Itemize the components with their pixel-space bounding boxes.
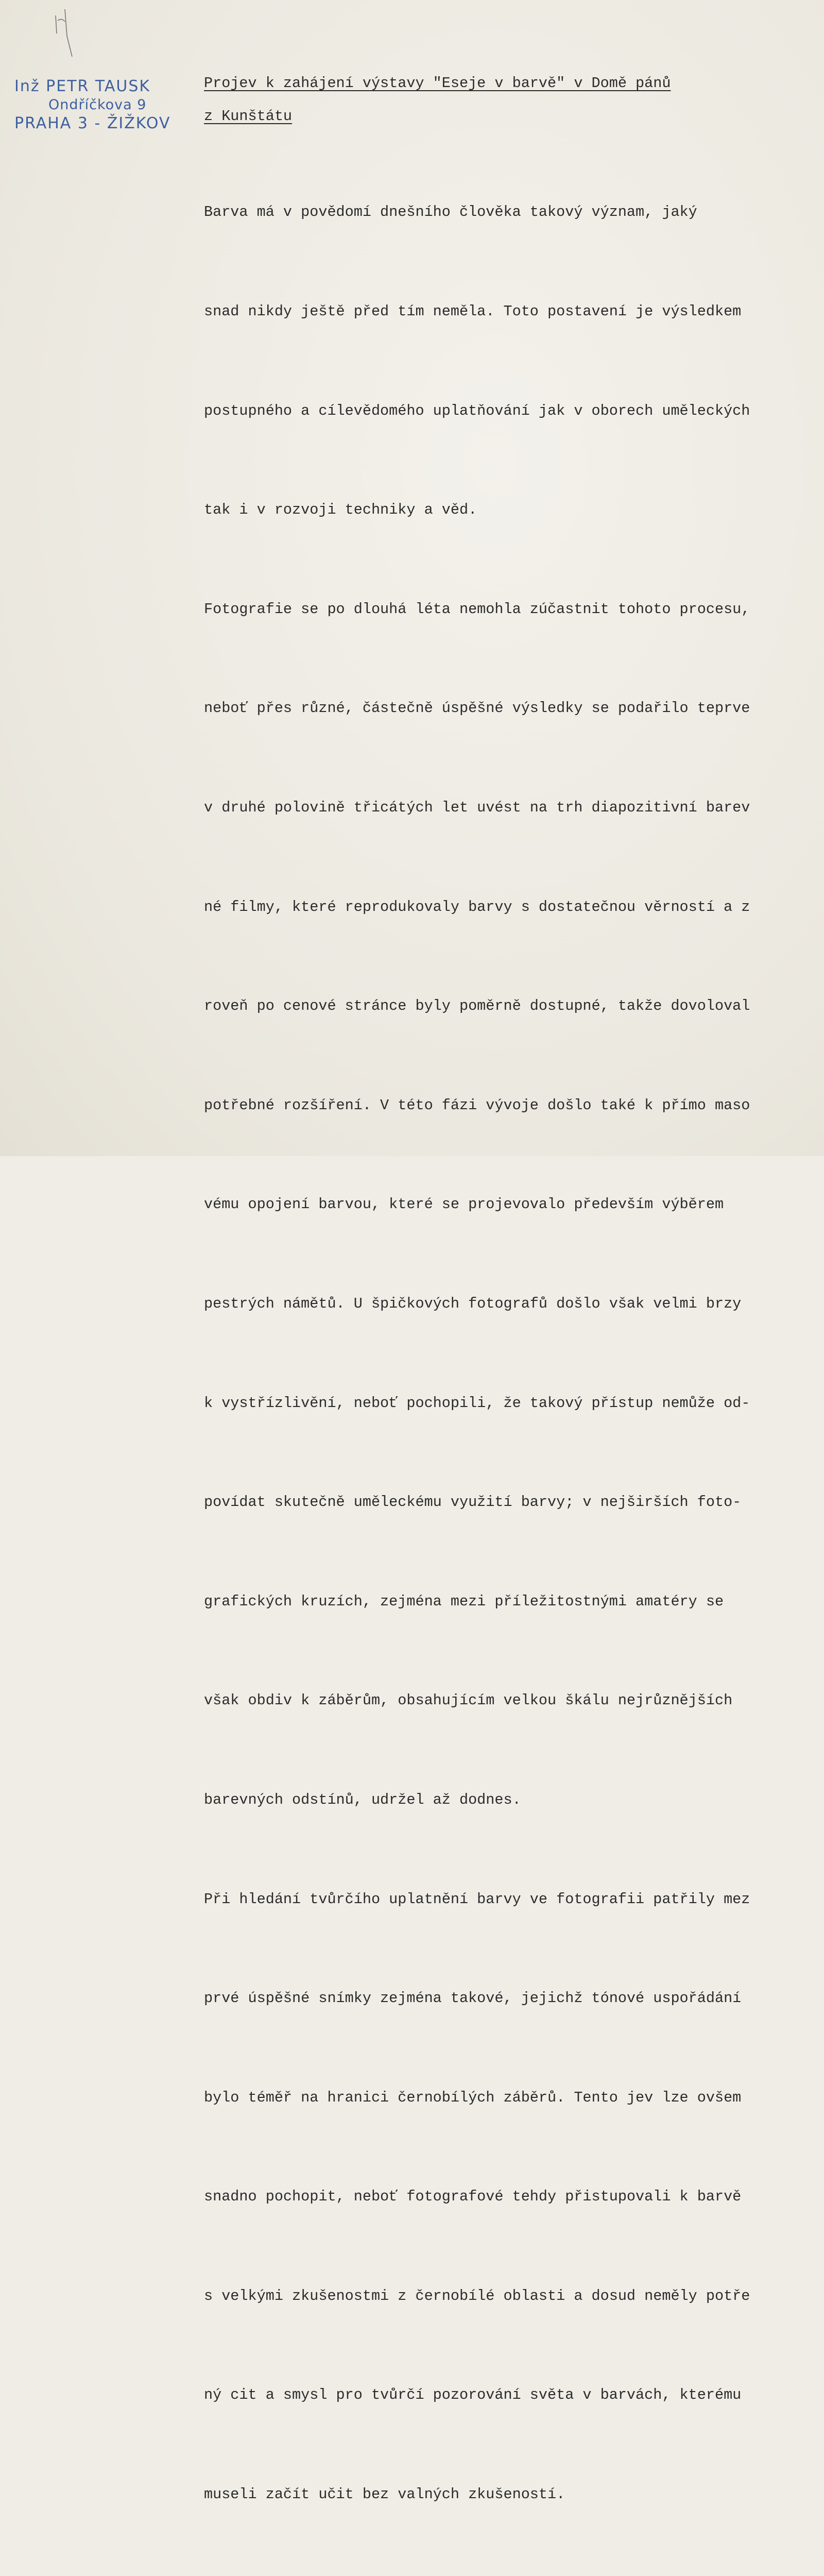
text-line: né filmy, které reprodukovaly barvy s dostatečnou věrností a z xyxy=(204,898,750,916)
text-line: prvé úspěšné snímky zejména takové, jejichž tónové uspořádání xyxy=(204,1990,742,2007)
text-line: postupného a cílevědomého uplatňování jak v oborech uměleckých xyxy=(204,402,750,419)
text-line: roveň po cenové stránce byly poměrně dostupné, takže dovoloval xyxy=(204,997,750,1015)
pencil-mark xyxy=(52,5,82,62)
title-line-2: z Kunštátu xyxy=(204,108,293,125)
document-title xyxy=(204,67,822,133)
text-line: k vystřízlivění, neboť pochopili, že takový přístup nemůže od- xyxy=(204,1394,750,1412)
text-line: však obdiv k záběrům, obsahujícím velkou škálu nejrůznějších xyxy=(204,1692,733,1709)
text-line: grafických kruzích, zejména mezi příležitostnými amatéry se xyxy=(204,1592,724,1610)
text-line: v druhé polovině třicátých let uvést na trh diapozitivní barev xyxy=(204,799,750,816)
text-line: ný cit a smysl pro tvůrčí pozorování světa v barvách, kterému xyxy=(204,2386,742,2404)
text-line: museli začít učit bez valných zkušeností. xyxy=(204,2486,565,2503)
text-line: snad nikdy ještě před tím neměla. Toto postavení je výsledkem xyxy=(204,303,742,320)
stamp-city: PRAHA 3 - ŽIŽKOV xyxy=(14,114,171,132)
author-stamp xyxy=(14,77,200,133)
text-line: snadno pochopit, neboť fotografové tehdy přistupovali k barvě xyxy=(204,2188,742,2206)
title-line-1: Projev k zahájení výstavy "Eseje v barvě" v Domě pánů xyxy=(204,75,671,92)
text-line: s velkými zkušenostmi z černobílé oblasti a dosud neměly potře xyxy=(204,2287,750,2304)
text-line: vému opojení barvou, které se projevovalo především výběrem xyxy=(204,1196,724,1213)
text-line: Barva má v povědomí dnešního člověka takový význam, jaký xyxy=(204,204,697,221)
text-line: neboť přes různé, částečně úspěšné výsledky se podařilo teprve xyxy=(204,700,750,717)
text-line: tak i v rozvoji techniky a věd. xyxy=(204,501,477,519)
text-line: bylo téměř na hranici černobílých záběrů. Tento jev lze ovšem xyxy=(204,2089,742,2106)
text-line: pestrých námětů. U špičkových fotografů došlo však velmi brzy xyxy=(204,1295,742,1312)
body-text xyxy=(204,130,824,2576)
text-line: potřebné rozšíření. V této fázi vývoje došlo také k přímo maso xyxy=(204,1096,750,1114)
text-line: Při hledání tvůrčího uplatnění barvy ve fotografii patřily mez xyxy=(204,1890,750,1908)
text-line: povídat skutečně uměleckému využití barvy; v nejširších foto- xyxy=(204,1494,742,1511)
stamp-name: Inž PETR TAUSK xyxy=(14,77,151,95)
text-line: Fotografie se po dlouhá léta nemohla zúčastnit tohoto procesu, xyxy=(204,600,750,618)
stamp-street: Ondříčkova 9 xyxy=(48,97,147,113)
text-line: barevných odstínů, udržel až dodnes. xyxy=(204,1791,521,1808)
